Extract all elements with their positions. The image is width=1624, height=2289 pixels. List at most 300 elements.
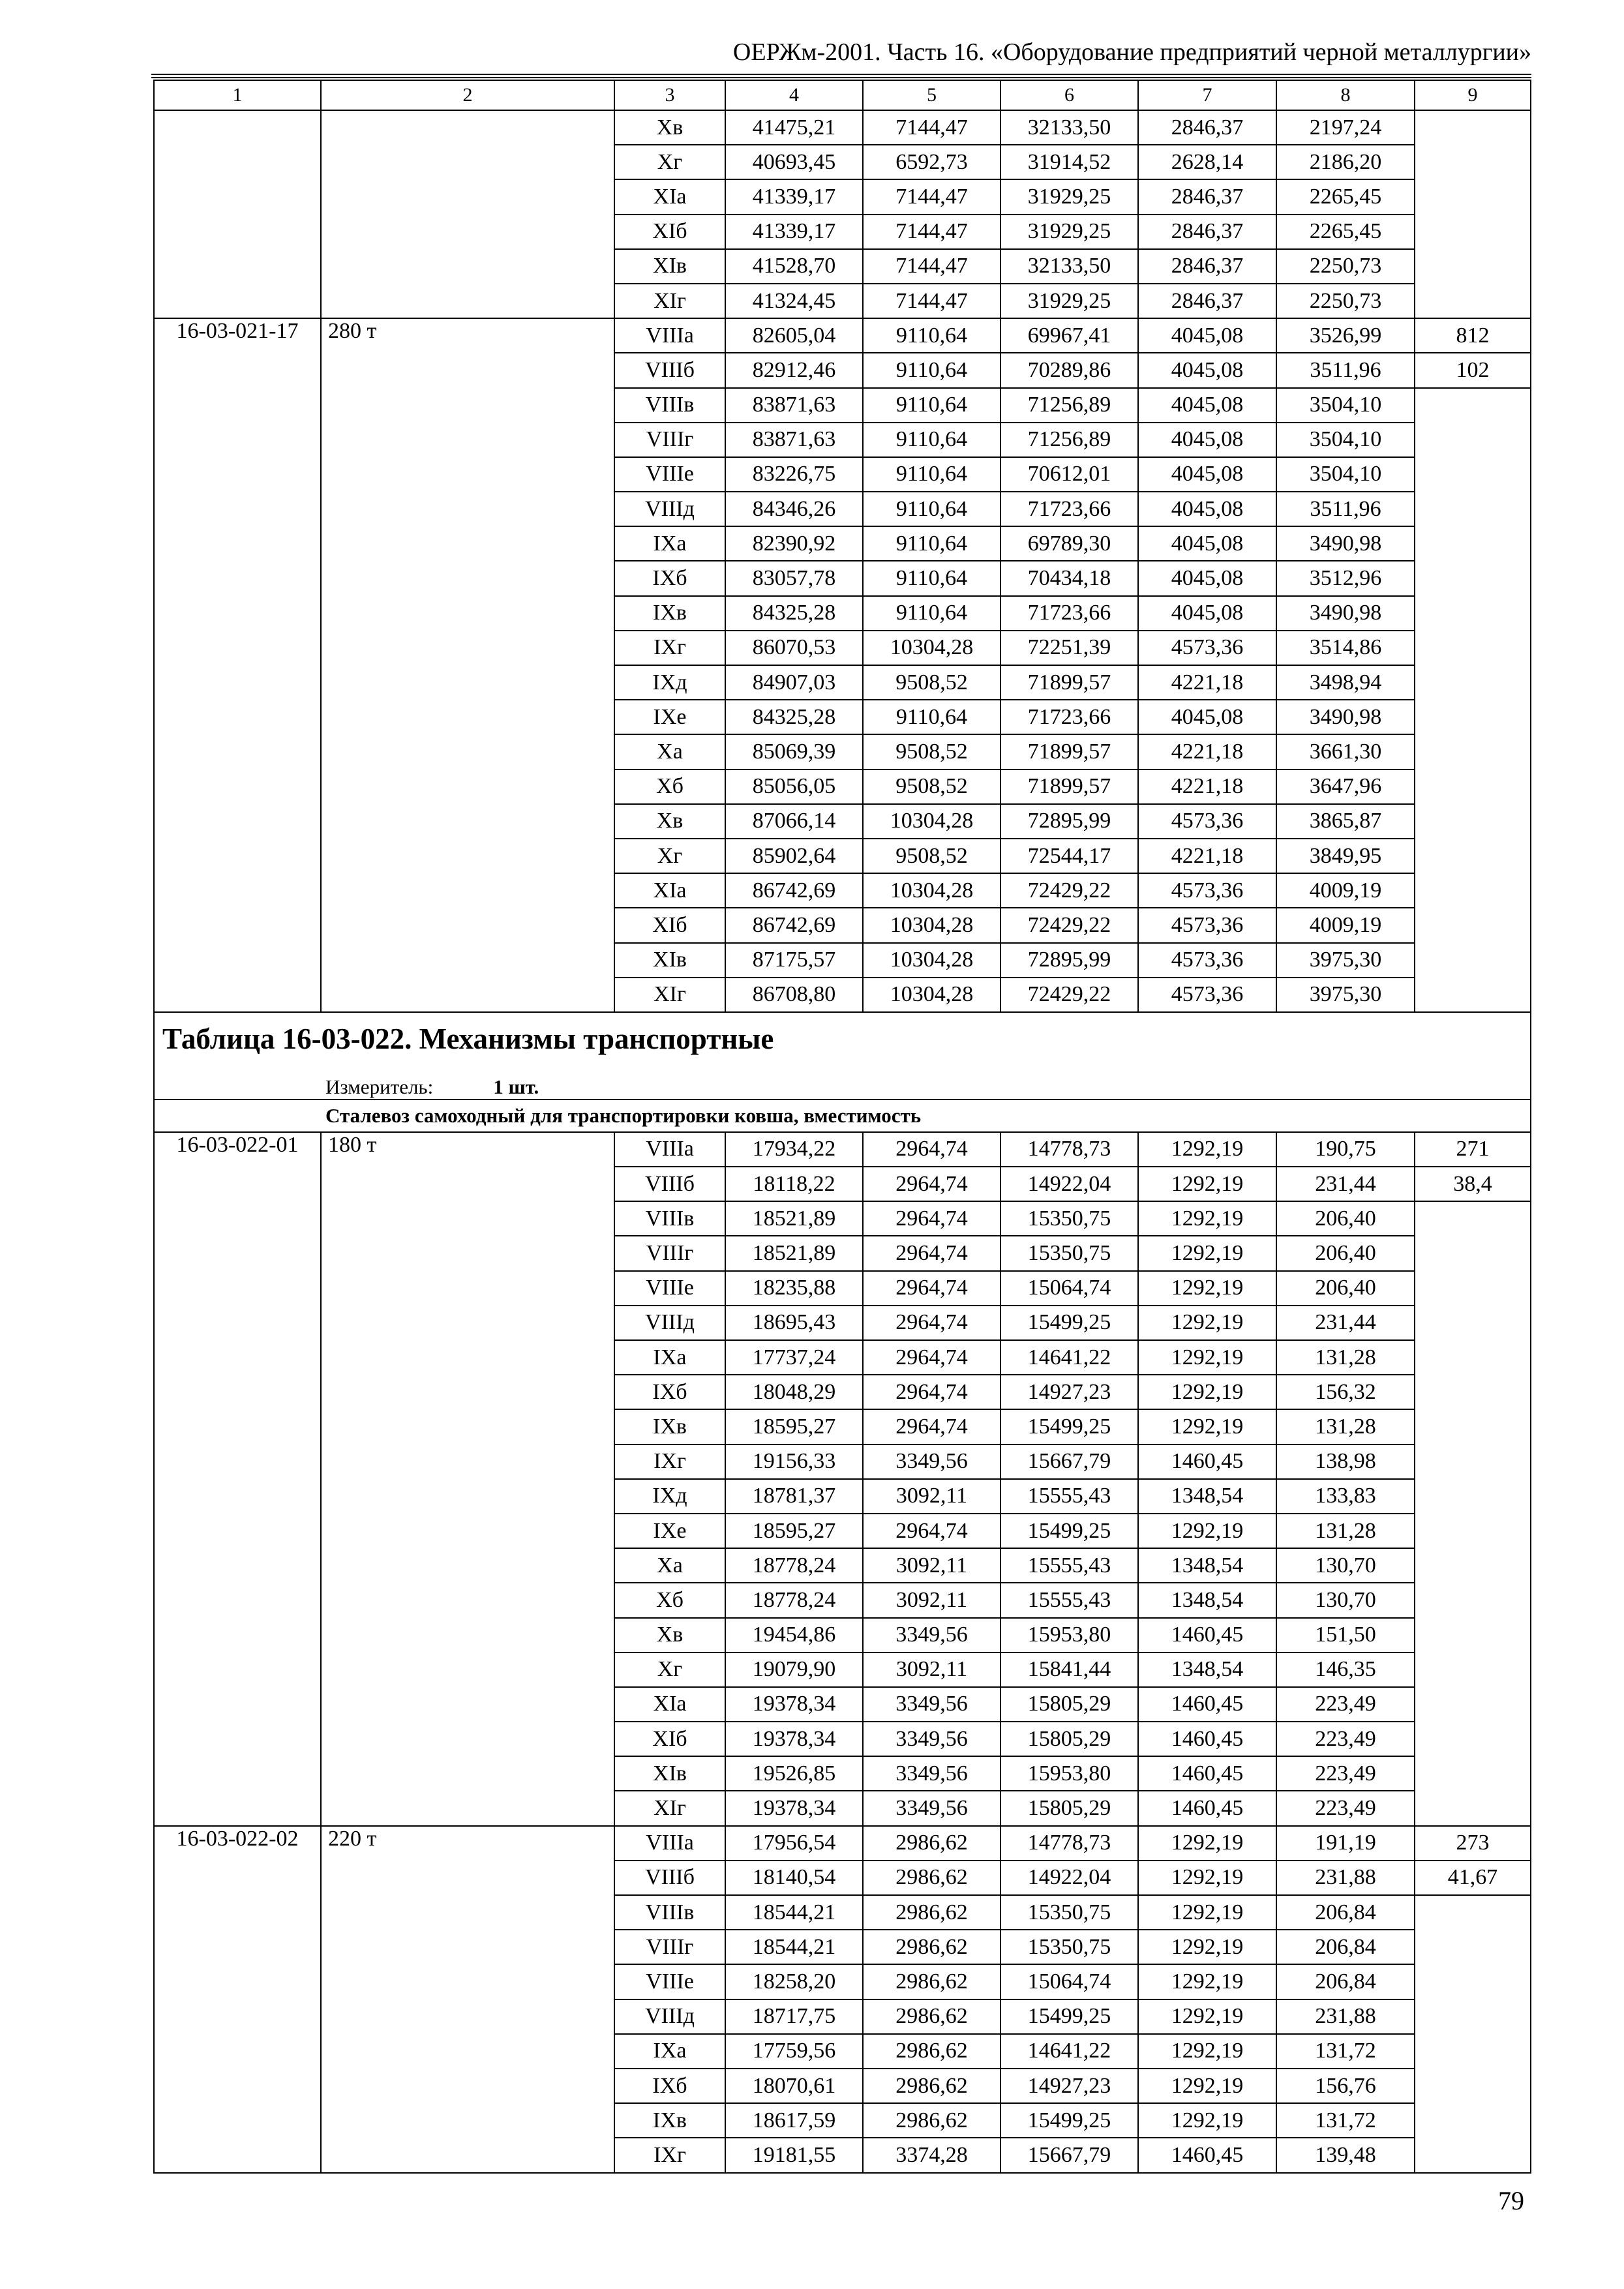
data-cell: 84325,28: [725, 596, 863, 631]
data-cell: 206,84: [1276, 1964, 1415, 1999]
data-cell: 3092,11: [863, 1583, 1000, 1617]
data-cell: 3498,94: [1276, 665, 1415, 700]
data-cell: 2628,14: [1138, 145, 1276, 179]
data-cell: 156,32: [1276, 1375, 1415, 1409]
data-cell: 71256,89: [1000, 423, 1138, 457]
data-cell: 18695,43: [725, 1306, 863, 1340]
data-cell: 17934,22: [725, 1132, 863, 1167]
data-cell: 72429,22: [1000, 978, 1138, 1012]
data-cell: 70289,86: [1000, 353, 1138, 387]
data-cell: 3975,30: [1276, 943, 1415, 978]
data-cell: 2986,62: [863, 1964, 1000, 1999]
data-cell: 2846,37: [1138, 284, 1276, 318]
data-cell: 14641,22: [1000, 2034, 1138, 2069]
data-cell: 72251,39: [1000, 631, 1138, 665]
data-cell: 2964,74: [863, 1236, 1000, 1270]
data-cell: 3349,56: [863, 1722, 1000, 1756]
data-cell: 19378,34: [725, 1791, 863, 1825]
data-cell: 18521,89: [725, 1201, 863, 1236]
data-cell: 86708,80: [725, 978, 863, 1012]
data-cell: 3849,95: [1276, 839, 1415, 873]
data-cell: 18595,27: [725, 1409, 863, 1444]
col9-cell: 271: [1415, 1132, 1531, 1167]
data-cell: 15350,75: [1000, 1201, 1138, 1236]
data-cell: 1292,19: [1138, 1861, 1276, 1895]
data-cell: 1348,54: [1138, 1479, 1276, 1514]
data-cell: 231,44: [1276, 1306, 1415, 1340]
data-cell: IXг: [614, 631, 725, 665]
data-cell: Xб: [614, 770, 725, 804]
data-cell: 3092,11: [863, 1653, 1000, 1687]
data-cell: 10304,28: [863, 873, 1000, 908]
data-cell: VIIIе: [614, 1271, 725, 1306]
data-cell: 14922,04: [1000, 1167, 1138, 1201]
data-cell: 41324,45: [725, 284, 863, 318]
data-cell: 3504,10: [1276, 457, 1415, 492]
data-cell: 4221,18: [1138, 665, 1276, 700]
data-cell: 1348,54: [1138, 1548, 1276, 1583]
data-cell: 82390,92: [725, 526, 863, 561]
data-cell: IXб: [614, 2069, 725, 2103]
data-cell: 4221,18: [1138, 839, 1276, 873]
data-cell: 41339,17: [725, 215, 863, 249]
data-cell: IXе: [614, 700, 725, 734]
data-cell: Xа: [614, 734, 725, 769]
data-cell: 206,40: [1276, 1271, 1415, 1306]
data-cell: 2986,62: [863, 1999, 1000, 2034]
data-cell: 133,83: [1276, 1479, 1415, 1514]
data-cell: 7144,47: [863, 249, 1000, 284]
data-cell: Xв: [614, 804, 725, 839]
data-cell: 70434,18: [1000, 561, 1138, 595]
data-cell: 19378,34: [725, 1722, 863, 1756]
data-cell: 19156,33: [725, 1444, 863, 1479]
data-cell: 9110,64: [863, 596, 1000, 631]
data-cell: 3374,28: [863, 2138, 1000, 2172]
column-number: 7: [1138, 80, 1276, 110]
data-cell: IXа: [614, 2034, 725, 2069]
column-number: 4: [725, 80, 863, 110]
data-cell: XIа: [614, 1687, 725, 1722]
data-cell: 18544,21: [725, 1930, 863, 1964]
data-cell: 15350,75: [1000, 1236, 1138, 1270]
data-cell: 41528,70: [725, 249, 863, 284]
data-cell: 1460,45: [1138, 1618, 1276, 1653]
column-number: 2: [321, 80, 614, 110]
data-cell: IXа: [614, 526, 725, 561]
data-cell: 1460,45: [1138, 1791, 1276, 1825]
data-cell: 2986,62: [863, 2103, 1000, 2138]
data-cell: 1460,45: [1138, 1444, 1276, 1479]
data-cell: Xг: [614, 1653, 725, 1687]
data-cell: 2964,74: [863, 1271, 1000, 1306]
data-cell: 87175,57: [725, 943, 863, 978]
data-cell: 14778,73: [1000, 1826, 1138, 1861]
data-cell: 84346,26: [725, 492, 863, 526]
data-cell: 130,70: [1276, 1583, 1415, 1617]
data-cell: 1292,19: [1138, 1999, 1276, 2034]
running-header: ОЕРЖм-2001. Часть 16. «Оборудование предприятий черной металлургии»: [732, 38, 1531, 66]
data-cell: 4009,19: [1276, 873, 1415, 908]
header-rule: [151, 77, 1531, 78]
data-cell: 14922,04: [1000, 1861, 1138, 1895]
data-cell: 4573,36: [1138, 804, 1276, 839]
data-cell: 83871,63: [725, 423, 863, 457]
data-cell: VIIIб: [614, 353, 725, 387]
data-cell: 3661,30: [1276, 734, 1415, 769]
data-cell: 15555,43: [1000, 1479, 1138, 1514]
code-cell: 16-03-021-17: [154, 318, 321, 1012]
data-cell: 10304,28: [863, 804, 1000, 839]
data-cell: IXд: [614, 665, 725, 700]
measure-cell: [154, 1075, 1531, 1100]
data-cell: 9508,52: [863, 770, 1000, 804]
data-cell: 72895,99: [1000, 943, 1138, 978]
data-cell: 41475,21: [725, 110, 863, 145]
col9-cell: [1415, 1201, 1531, 1825]
data-cell: 1292,19: [1138, 1930, 1276, 1964]
data-cell: 2964,74: [863, 1201, 1000, 1236]
data-cell: 19181,55: [725, 2138, 863, 2172]
table-row: [154, 110, 1531, 145]
data-cell: VIIIг: [614, 1930, 725, 1964]
data-cell: 3490,98: [1276, 596, 1415, 631]
data-cell: 15555,43: [1000, 1583, 1138, 1617]
data-cell: 15667,79: [1000, 2138, 1138, 2172]
data-cell: 7144,47: [863, 179, 1000, 214]
data-cell: VIIIв: [614, 1895, 725, 1930]
data-cell: 3349,56: [863, 1756, 1000, 1791]
data-cell: 71723,66: [1000, 596, 1138, 631]
data-cell: 9110,64: [863, 526, 1000, 561]
data-cell: 1348,54: [1138, 1583, 1276, 1617]
data-cell: 69789,30: [1000, 526, 1138, 561]
data-cell: 206,40: [1276, 1201, 1415, 1236]
data-cell: 14927,23: [1000, 1375, 1138, 1409]
data-cell: 14641,22: [1000, 1340, 1138, 1375]
data-cell: VIIIа: [614, 1132, 725, 1167]
data-cell: 40693,45: [725, 145, 863, 179]
data-cell: 4573,36: [1138, 631, 1276, 665]
data-cell: 19526,85: [725, 1756, 863, 1791]
data-cell: 71723,66: [1000, 492, 1138, 526]
data-cell: 15499,25: [1000, 2103, 1138, 2138]
data-cell: 2964,74: [863, 1132, 1000, 1167]
data-cell: VIIIе: [614, 1964, 725, 1999]
data-cell: 2846,37: [1138, 179, 1276, 214]
data-cell: 190,75: [1276, 1132, 1415, 1167]
data-cell: 223,49: [1276, 1791, 1415, 1825]
data-cell: 2964,74: [863, 1306, 1000, 1340]
data-cell: 2265,45: [1276, 179, 1415, 214]
data-cell: 9110,64: [863, 457, 1000, 492]
page-number: 79: [1498, 2186, 1524, 2215]
data-cell: 15064,74: [1000, 1964, 1138, 1999]
data-cell: 17759,56: [725, 2034, 863, 2069]
data-cell: Xг: [614, 839, 725, 873]
data-cell: XIб: [614, 1722, 725, 1756]
data-cell: 131,28: [1276, 1409, 1415, 1444]
data-cell: IXг: [614, 2138, 725, 2172]
data-cell: 131,28: [1276, 1514, 1415, 1548]
data-cell: 9110,64: [863, 492, 1000, 526]
table-title-cell: [154, 1012, 1531, 1075]
name-cell: 280 т: [321, 318, 614, 1012]
data-cell: 2186,20: [1276, 145, 1415, 179]
data-cell: 71723,66: [1000, 700, 1138, 734]
data-cell: XIг: [614, 1791, 725, 1825]
data-cell: 4221,18: [1138, 770, 1276, 804]
data-cell: Xа: [614, 1548, 725, 1583]
data-cell: IXв: [614, 1409, 725, 1444]
data-cell: VIIIд: [614, 1306, 725, 1340]
data-cell: 18778,24: [725, 1583, 863, 1617]
data-cell: 31929,25: [1000, 179, 1138, 214]
data-cell: 3490,98: [1276, 526, 1415, 561]
data-cell: 7144,47: [863, 110, 1000, 145]
data-cell: 85069,39: [725, 734, 863, 769]
data-cell: 72429,22: [1000, 873, 1138, 908]
data-cell: 206,84: [1276, 1895, 1415, 1930]
data-cell: 9110,64: [863, 423, 1000, 457]
price-table: [153, 80, 1531, 2174]
data-cell: XIа: [614, 179, 725, 214]
data-cell: 191,19: [1276, 1826, 1415, 1861]
data-cell: 72895,99: [1000, 804, 1138, 839]
data-cell: 10304,28: [863, 631, 1000, 665]
data-cell: 3490,98: [1276, 700, 1415, 734]
data-cell: 138,98: [1276, 1444, 1415, 1479]
data-cell: 4045,08: [1138, 526, 1276, 561]
col9-cell: [1415, 388, 1531, 1012]
data-cell: 2846,37: [1138, 215, 1276, 249]
data-cell: 131,72: [1276, 2103, 1415, 2138]
data-cell: Xв: [614, 1618, 725, 1653]
column-number: 3: [614, 80, 725, 110]
table-row: [154, 318, 1531, 353]
data-cell: 131,28: [1276, 1340, 1415, 1375]
measure-value: 1 шт.: [493, 1075, 539, 1098]
subtitle-row: [154, 1100, 1531, 1132]
data-cell: 4573,36: [1138, 908, 1276, 942]
data-cell: 71899,57: [1000, 770, 1138, 804]
data-cell: 1460,45: [1138, 2138, 1276, 2172]
data-cell: 6592,73: [863, 145, 1000, 179]
data-cell: 15805,29: [1000, 1722, 1138, 1756]
data-cell: 18778,24: [725, 1548, 863, 1583]
data-cell: 130,70: [1276, 1548, 1415, 1583]
data-cell: VIIIг: [614, 1236, 725, 1270]
data-cell: 18717,75: [725, 1999, 863, 2034]
code-cell: 16-03-022-01: [154, 1132, 321, 1826]
data-cell: 3349,56: [863, 1687, 1000, 1722]
data-cell: 3526,99: [1276, 318, 1415, 353]
data-cell: 2846,37: [1138, 110, 1276, 145]
data-cell: 18258,20: [725, 1964, 863, 1999]
data-cell: 3092,11: [863, 1479, 1000, 1514]
data-cell: 231,88: [1276, 1999, 1415, 2034]
table-row: [154, 1132, 1531, 1167]
data-cell: 3349,56: [863, 1444, 1000, 1479]
data-cell: 15064,74: [1000, 1271, 1138, 1306]
col9-cell: 41,67: [1415, 1861, 1531, 1895]
data-cell: 19378,34: [725, 1687, 863, 1722]
col9-cell: 102: [1415, 353, 1531, 387]
data-cell: 4045,08: [1138, 318, 1276, 353]
data-cell: XIа: [614, 873, 725, 908]
data-cell: 1292,19: [1138, 1895, 1276, 1930]
data-cell: 82912,46: [725, 353, 863, 387]
name-cell: 180 т: [321, 1132, 614, 1826]
data-cell: 9110,64: [863, 318, 1000, 353]
data-cell: 1460,45: [1138, 1756, 1276, 1791]
data-cell: 15953,80: [1000, 1618, 1138, 1653]
data-cell: 83226,75: [725, 457, 863, 492]
data-cell: XIв: [614, 249, 725, 284]
data-cell: VIIIа: [614, 318, 725, 353]
data-cell: 206,40: [1276, 1236, 1415, 1270]
data-cell: VIIIв: [614, 1201, 725, 1236]
data-cell: 4045,08: [1138, 457, 1276, 492]
data-cell: 131,72: [1276, 2034, 1415, 2069]
data-cell: XIв: [614, 943, 725, 978]
data-cell: VIIIг: [614, 423, 725, 457]
data-cell: 3512,96: [1276, 561, 1415, 595]
data-cell: 9508,52: [863, 839, 1000, 873]
data-cell: 1292,19: [1138, 2069, 1276, 2103]
data-cell: 71256,89: [1000, 388, 1138, 423]
code-cell: 16-03-022-02: [154, 1826, 321, 2173]
data-cell: 19454,86: [725, 1618, 863, 1653]
data-cell: 18070,61: [725, 2069, 863, 2103]
data-cell: 85902,64: [725, 839, 863, 873]
data-cell: 15350,75: [1000, 1895, 1138, 1930]
data-cell: 223,49: [1276, 1756, 1415, 1791]
data-cell: 1292,19: [1138, 2034, 1276, 2069]
data-cell: 2197,24: [1276, 110, 1415, 145]
data-cell: 15953,80: [1000, 1756, 1138, 1791]
code-cell: [154, 110, 321, 318]
data-cell: VIIIа: [614, 1826, 725, 1861]
data-cell: 2265,45: [1276, 215, 1415, 249]
data-cell: XIб: [614, 908, 725, 942]
name-cell: [321, 110, 614, 318]
data-cell: 231,88: [1276, 1861, 1415, 1895]
data-cell: 3865,87: [1276, 804, 1415, 839]
data-cell: 4221,18: [1138, 734, 1276, 769]
data-cell: 10304,28: [863, 943, 1000, 978]
data-cell: 82605,04: [725, 318, 863, 353]
data-cell: 15555,43: [1000, 1548, 1138, 1583]
data-cell: 146,35: [1276, 1653, 1415, 1687]
data-cell: VIIIб: [614, 1167, 725, 1201]
col9-cell: 38,4: [1415, 1167, 1531, 1201]
data-cell: 18118,22: [725, 1167, 863, 1201]
data-cell: 41339,17: [725, 179, 863, 214]
data-cell: Xв: [614, 110, 725, 145]
data-cell: 83871,63: [725, 388, 863, 423]
column-number: 1: [154, 80, 321, 110]
data-cell: 1292,19: [1138, 1409, 1276, 1444]
data-cell: 15805,29: [1000, 1687, 1138, 1722]
data-cell: 2250,73: [1276, 249, 1415, 284]
data-cell: 1460,45: [1138, 1687, 1276, 1722]
table-subtitle: Сталевоз самоходный для транспортировки ковша, вместимость: [154, 1100, 1531, 1132]
column-number: 8: [1276, 80, 1415, 110]
data-cell: 71899,57: [1000, 665, 1138, 700]
data-cell: XIб: [614, 215, 725, 249]
data-cell: 72544,17: [1000, 839, 1138, 873]
data-cell: 1292,19: [1138, 1167, 1276, 1201]
col9-cell: 812: [1415, 318, 1531, 353]
data-cell: 2964,74: [863, 1514, 1000, 1548]
data-cell: 4045,08: [1138, 700, 1276, 734]
data-cell: 4045,08: [1138, 423, 1276, 457]
data-cell: 18617,59: [725, 2103, 863, 2138]
data-cell: 9110,64: [863, 561, 1000, 595]
data-cell: 4045,08: [1138, 596, 1276, 631]
data-cell: 4573,36: [1138, 873, 1276, 908]
data-cell: 1292,19: [1138, 1271, 1276, 1306]
data-cell: 4045,08: [1138, 388, 1276, 423]
table-title-row: [154, 1012, 1531, 1075]
data-cell: XIг: [614, 978, 725, 1012]
data-cell: 84325,28: [725, 700, 863, 734]
data-cell: 31929,25: [1000, 215, 1138, 249]
data-cell: 86742,69: [725, 873, 863, 908]
data-cell: 2986,62: [863, 2034, 1000, 2069]
data-cell: 4009,19: [1276, 908, 1415, 942]
data-cell: 2250,73: [1276, 284, 1415, 318]
data-cell: 9110,64: [863, 353, 1000, 387]
data-cell: 83057,78: [725, 561, 863, 595]
data-cell: 15499,25: [1000, 1409, 1138, 1444]
data-cell: 18140,54: [725, 1861, 863, 1895]
data-cell: 86070,53: [725, 631, 863, 665]
data-cell: 4573,36: [1138, 943, 1276, 978]
data-cell: VIIIд: [614, 492, 725, 526]
data-cell: 2846,37: [1138, 249, 1276, 284]
data-cell: 71899,57: [1000, 734, 1138, 769]
data-cell: 4573,36: [1138, 978, 1276, 1012]
data-cell: IXб: [614, 561, 725, 595]
data-cell: 10304,28: [863, 908, 1000, 942]
data-cell: 10304,28: [863, 978, 1000, 1012]
header-rule: [151, 74, 1531, 75]
data-cell: 15841,44: [1000, 1653, 1138, 1687]
data-cell: IXг: [614, 1444, 725, 1479]
data-cell: 84907,03: [725, 665, 863, 700]
data-cell: 3511,96: [1276, 353, 1415, 387]
data-cell: 3504,10: [1276, 423, 1415, 457]
data-cell: 15499,25: [1000, 1514, 1138, 1548]
data-cell: 1292,19: [1138, 1964, 1276, 1999]
column-number: 5: [863, 80, 1000, 110]
data-cell: 2964,74: [863, 1167, 1000, 1201]
data-cell: 156,76: [1276, 2069, 1415, 2103]
data-cell: 17737,24: [725, 1340, 863, 1375]
data-cell: VIIIб: [614, 1861, 725, 1895]
data-cell: 32133,50: [1000, 110, 1138, 145]
data-cell: 206,84: [1276, 1930, 1415, 1964]
data-cell: 4045,08: [1138, 492, 1276, 526]
data-cell: IXе: [614, 1514, 725, 1548]
data-cell: 31914,52: [1000, 145, 1138, 179]
data-cell: IXв: [614, 2103, 725, 2138]
data-cell: 4045,08: [1138, 561, 1276, 595]
data-cell: 9110,64: [863, 388, 1000, 423]
data-cell: 15805,29: [1000, 1791, 1138, 1825]
